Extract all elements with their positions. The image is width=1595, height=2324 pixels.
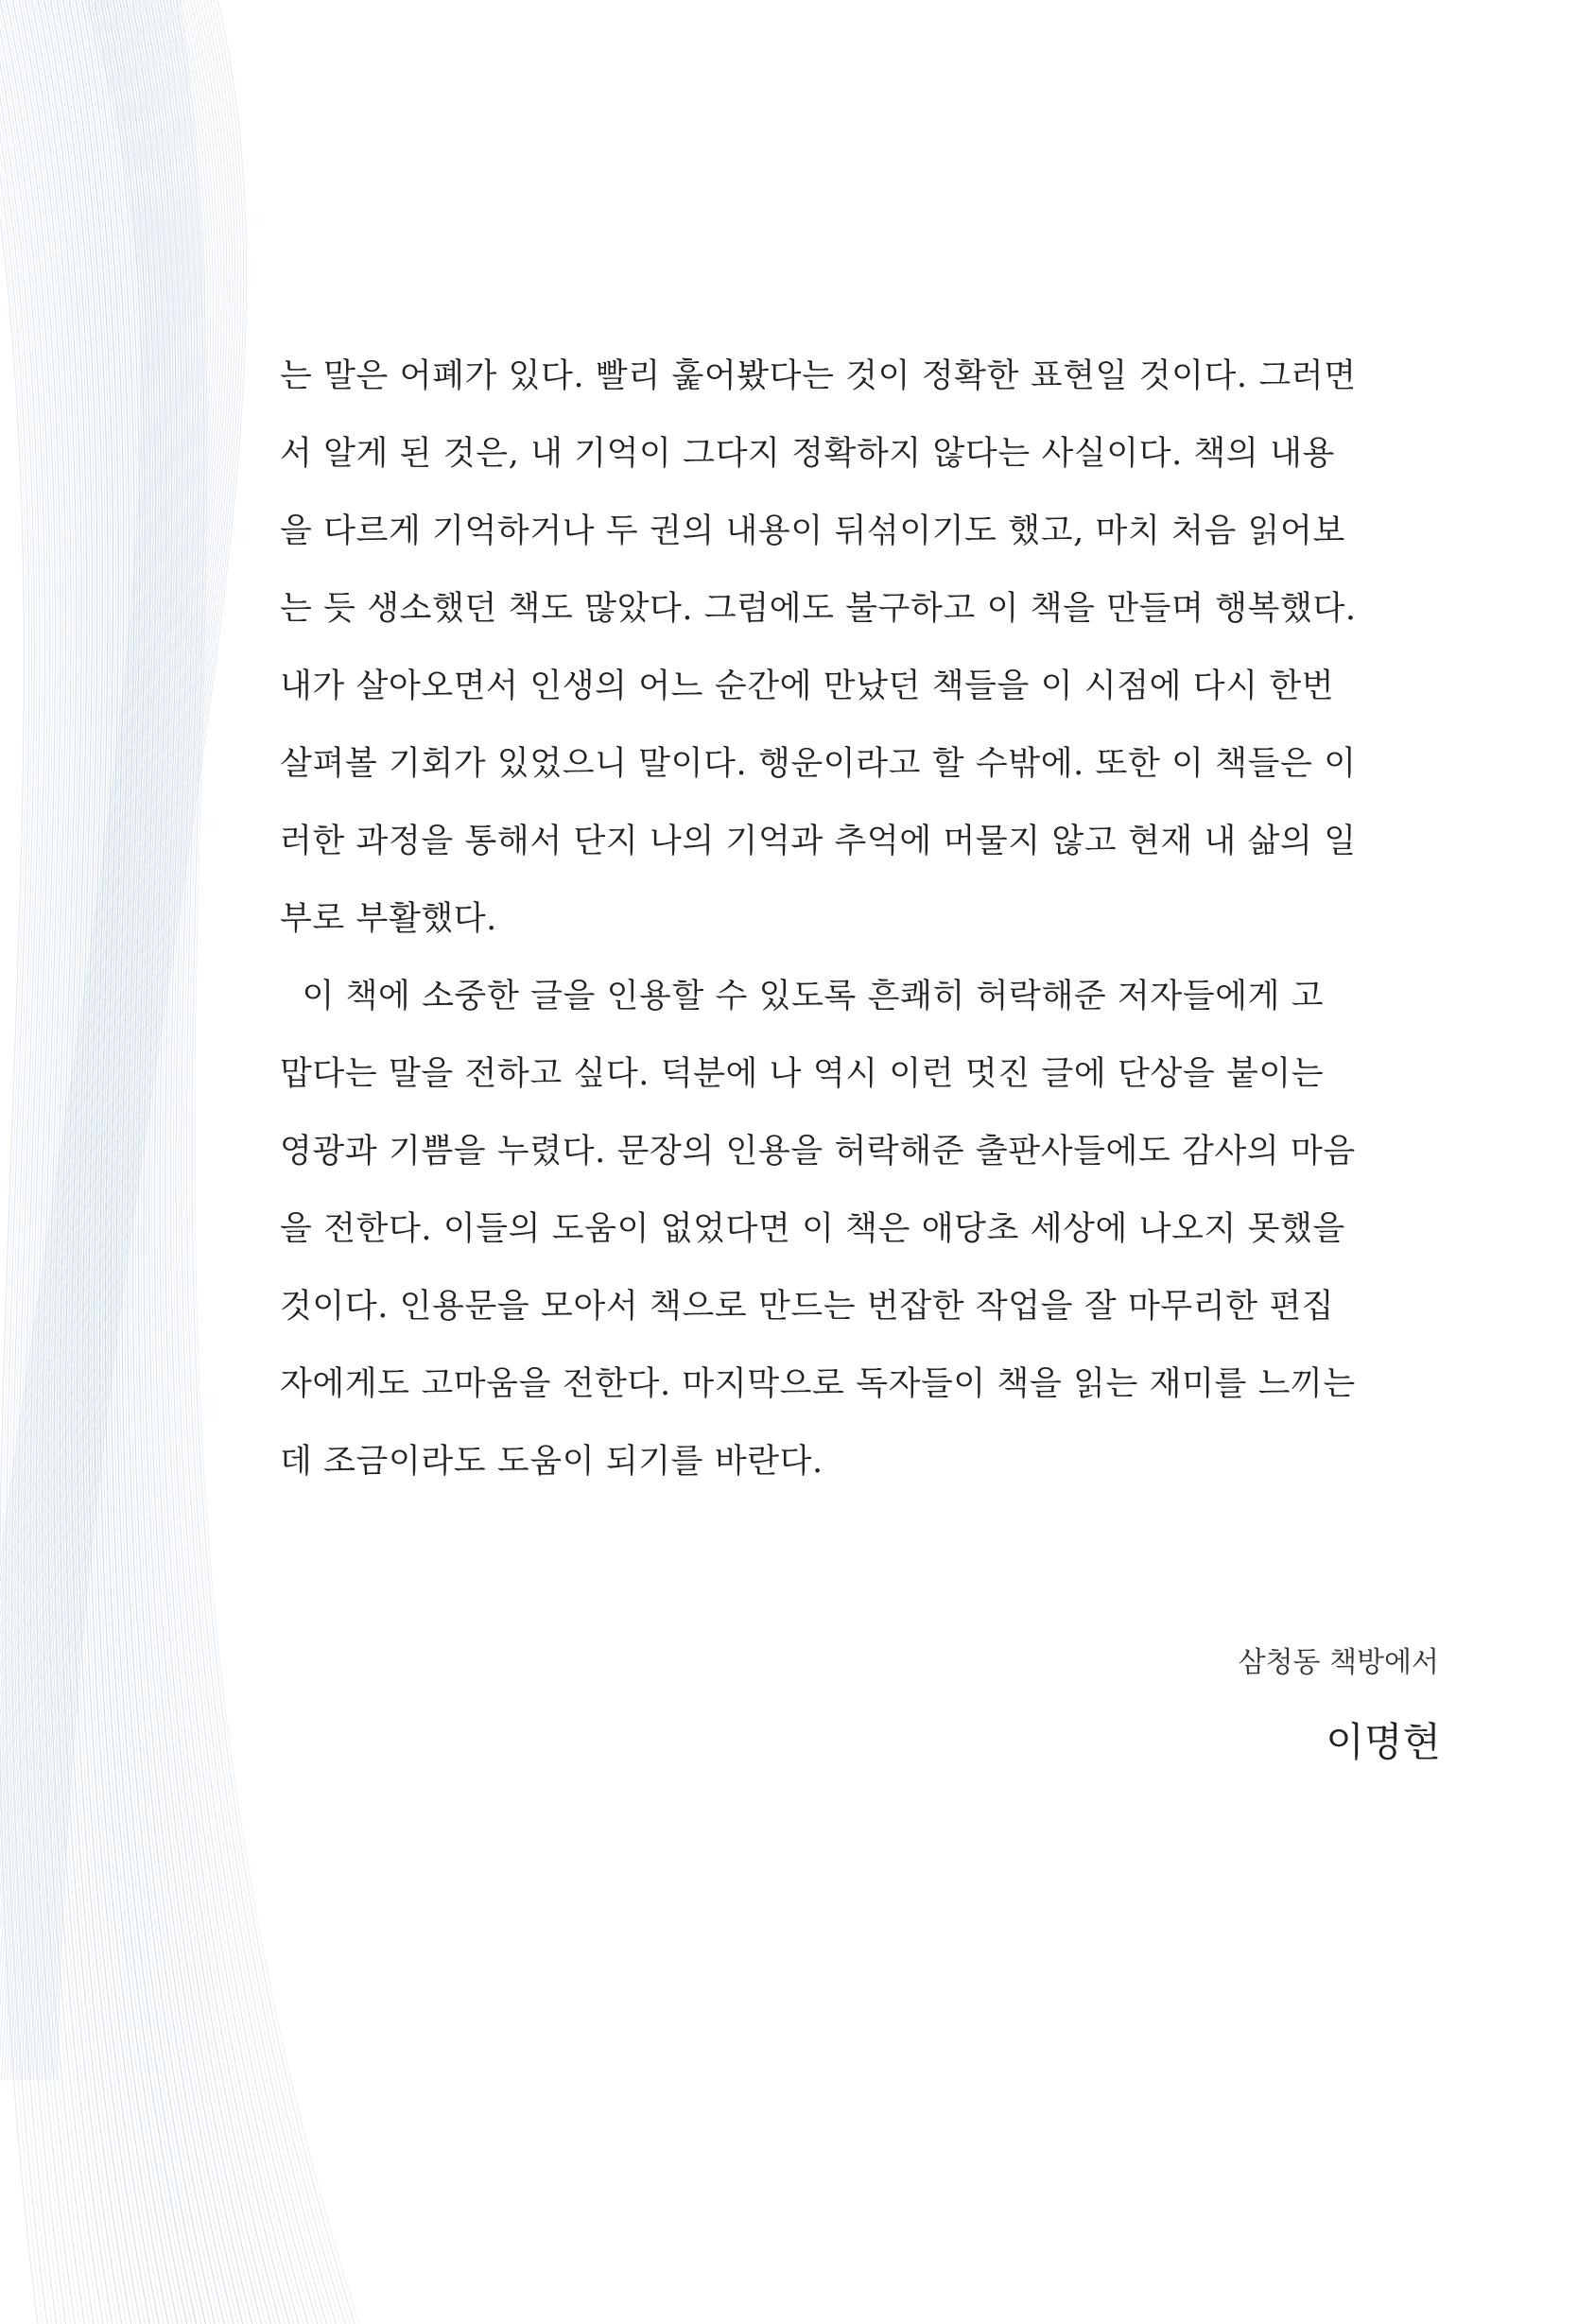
text-line: 서 알게 된 것은, 내 기억이 그다지 정확하지 않다는 사실이다. 책의 내용 [280,435,1335,473]
text-line: 맙다는 말을 전하고 싶다. 덕분에 나 역시 이런 멋진 글에 단상을 붙이는 [280,1055,1325,1093]
text-line: 는 말은 어폐가 있다. 빨리 훑어봤다는 것이 정확한 표현일 것이다. 그러면 [280,357,1357,395]
text-line: 내가 살아오면서 인생의 어느 순간에 만났던 책들을 이 시점에 다시 한번 [280,668,1335,705]
text-line: 자에게도 고마움을 전한다. 마지막으로 독자들이 책을 읽는 재미를 느끼는 [280,1365,1356,1403]
text-line: 데 조금이라도 도움이 되기를 바란다. [280,1443,824,1481]
signature-name: 이명현 [1326,1719,1441,1765]
text-line: 영광과 기쁨을 누렸다. 문장의 인용을 허락해준 출판사들에도 감사의 마음 [280,1133,1356,1171]
wave-line [120,0,271,2324]
text-line: 살펴볼 기회가 있었으니 말이다. 행운이라고 할 수밖에. 또한 이 책들은 이 [280,745,1357,783]
text-line: 을 전한다. 이들의 도움이 없었다면 이 책은 애당초 세상에 나오지 못했을 [280,1210,1345,1248]
signature-place: 삼청동 책방에서 [1238,1646,1439,1679]
text-line: 이 책에 소중한 글을 인용할 수 있도록 흔쾌히 허락해준 저자들에게 고 [280,978,1325,1015]
text-line: 부로 부활했다. [280,900,497,938]
text-line: 는 듯 생소했던 책도 많았다. 그럼에도 불구하고 이 책을 만들며 행복했다. [280,590,1357,628]
text-line: 것이다. 인용문을 모아서 책으로 만드는 번잡한 작업을 잘 마무리한 편집 [280,1288,1335,1326]
text-line: 을 다르게 기억하거나 두 권의 내용이 뒤섞이기도 했고, 마치 처음 읽어보 [280,512,1345,550]
text-line: 러한 과정을 통해서 단지 나의 기억과 추억에 머물지 않고 현재 내 삶의 일 [280,823,1357,860]
body-text [280,357,1443,1520]
